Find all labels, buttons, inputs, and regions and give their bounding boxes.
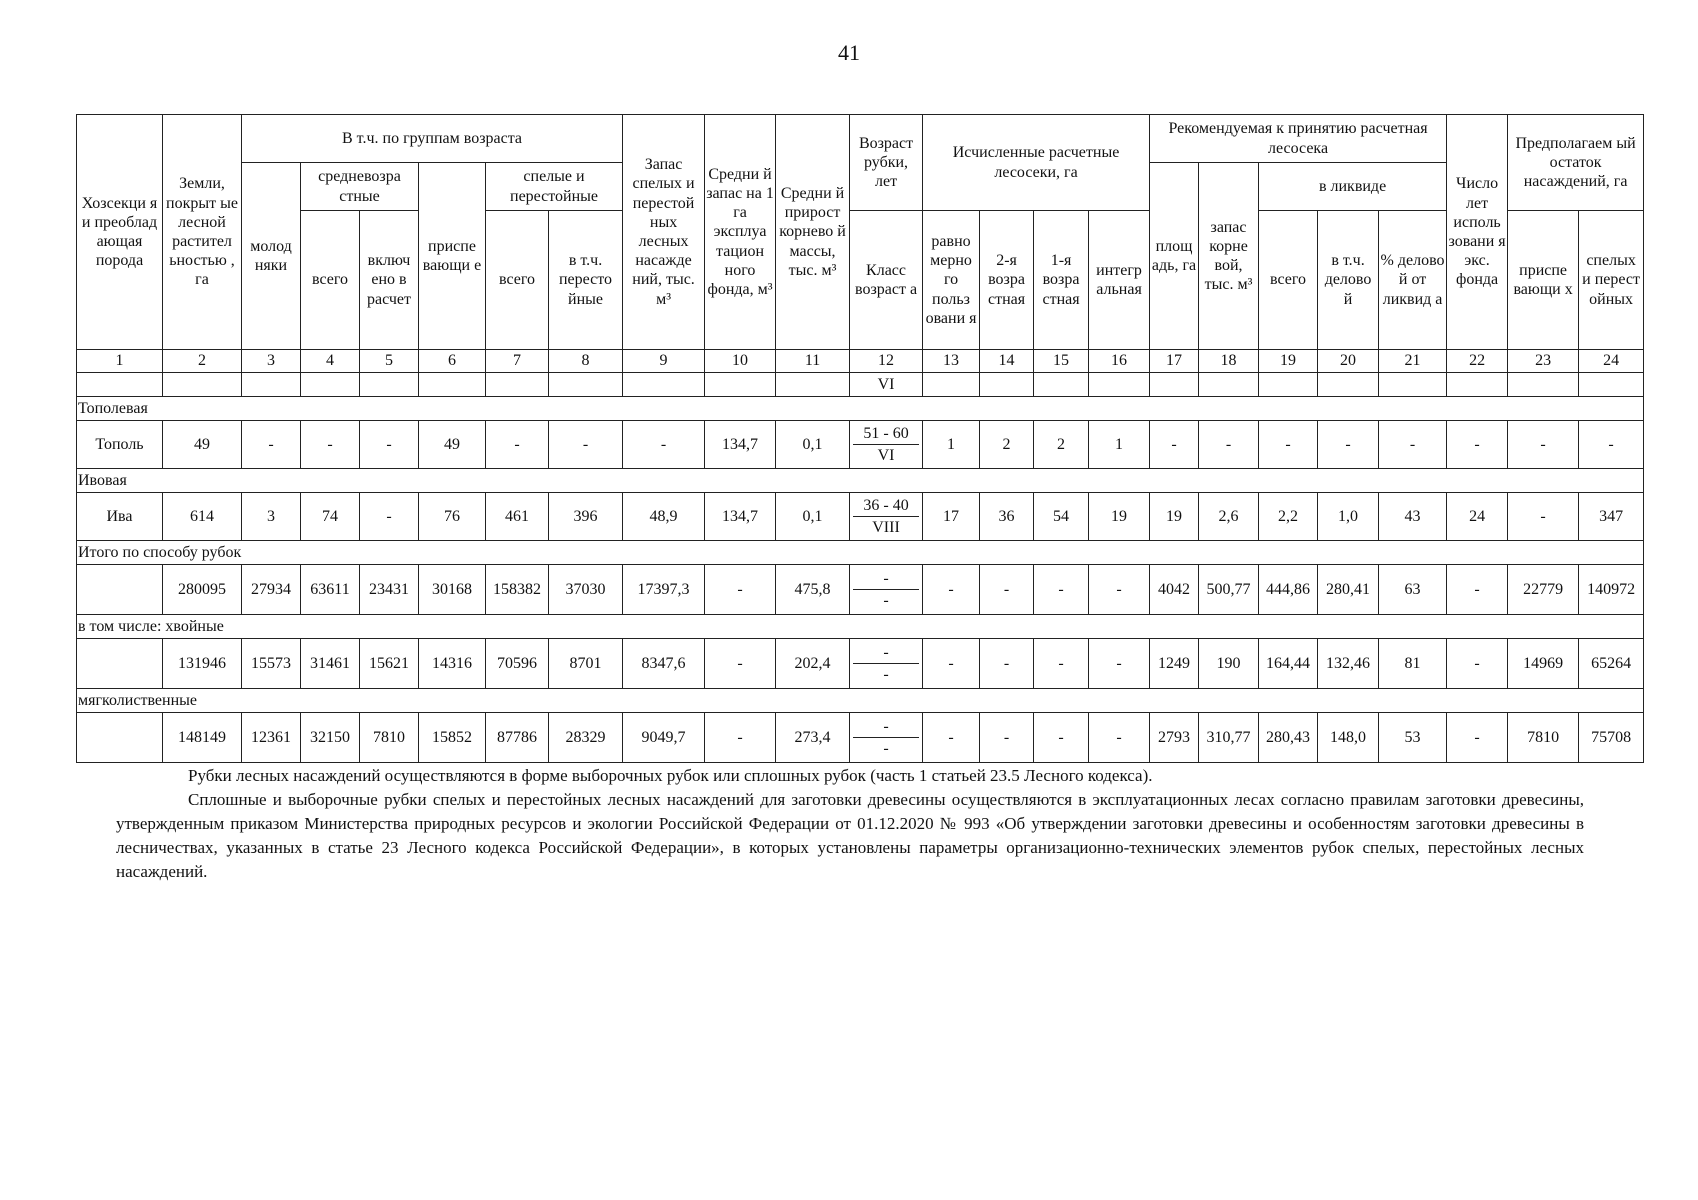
column-number: 2 [163,350,242,373]
cell: 48,9 [623,493,705,541]
cell-age-fraction [850,493,923,541]
cell: 2793 [1150,713,1199,763]
header-business-percent: % делово й от ликвид а [1379,211,1447,350]
cell: 37030 [549,565,623,615]
header-avg-growth: Средни й прирост корнево й массы, тыс. м³ [776,115,850,350]
cell: 1249 [1150,639,1199,689]
cell: - [360,493,419,541]
cell: 134,7 [705,421,776,469]
cell: 43 [1379,493,1447,541]
cell: 27934 [242,565,301,615]
cell: 444,86 [1259,565,1318,615]
cell: - [1579,421,1644,469]
column-number: 11 [776,350,850,373]
cell: 614 [163,493,242,541]
cell [77,639,163,689]
cell: 280095 [163,565,242,615]
cell: 32150 [301,713,360,763]
cell: 140972 [1579,565,1644,615]
header-forested-land: Земли, покрыт ые лесной растител ьностью , га [163,115,242,350]
cell: 74 [301,493,360,541]
column-number: 18 [1199,350,1259,373]
cell: - [360,421,419,469]
table-row [77,565,1644,615]
cell: 36 [980,493,1034,541]
forest-cutting-table [76,114,1644,763]
header-root-stock: запас корне вой, тыс. м³ [1199,163,1259,350]
table-row [77,639,1644,689]
cell: 22779 [1508,565,1579,615]
header-remainder-maturing: приспе вающи х [1508,211,1579,350]
column-number: 20 [1318,350,1379,373]
column-number: 12 [850,350,923,373]
cell: 3 [242,493,301,541]
column-number: 1 [77,350,163,373]
column-number: 17 [1150,350,1199,373]
cell: - [705,639,776,689]
cell [77,713,163,763]
cutting-age-value: - [853,643,919,664]
column-number: 9 [623,350,705,373]
header-liquid-business: в т.ч. делово й [1318,211,1379,350]
cell: 158382 [486,565,549,615]
cell: 2,2 [1259,493,1318,541]
cell: 8701 [549,639,623,689]
cell: 63611 [301,565,360,615]
cell: 202,4 [776,639,850,689]
cutting-age-value: - [853,717,919,738]
column-number: 24 [1579,350,1644,373]
cell: 1,0 [1318,493,1379,541]
cell: - [1447,639,1508,689]
cell: 19 [1150,493,1199,541]
column-number: 3 [242,350,301,373]
table-row [77,421,1644,469]
cell: - [980,565,1034,615]
cell: 310,77 [1199,713,1259,763]
cell: 190 [1199,639,1259,689]
cell: 1 [923,421,980,469]
cell: 9049,7 [623,713,705,763]
cell: - [923,713,980,763]
header-liquid-total: всего [1259,211,1318,350]
cell: 2,6 [1199,493,1259,541]
cell: 273,4 [776,713,850,763]
cell: 8347,6 [623,639,705,689]
cell: 500,77 [1199,565,1259,615]
cell: - [1447,713,1508,763]
cell: - [1447,565,1508,615]
cell: 280,43 [1259,713,1318,763]
table-row [77,713,1644,763]
cell: - [705,713,776,763]
header-mature-stock: Запас спелых и перестой ных лесных насажде ний, тыс. м³ [623,115,705,350]
cell: 87786 [486,713,549,763]
cell: - [923,639,980,689]
cell: 461 [486,493,549,541]
cell: 63 [1379,565,1447,615]
cell: 15573 [242,639,301,689]
cell: 4042 [1150,565,1199,615]
column-number: 6 [419,350,486,373]
cell: 76 [419,493,486,541]
header-mature-overmature: спелые и перестойные [486,163,623,211]
header-mature-total: всего [486,211,549,350]
cell: 75708 [1579,713,1644,763]
cell: - [301,421,360,469]
header-young: молод няки [242,163,301,350]
header-uniform-use: равно мерно го польз овани я [923,211,980,350]
cell: 49 [419,421,486,469]
cell: - [1089,713,1150,763]
column-number: 16 [1089,350,1150,373]
cell: - [1089,565,1150,615]
note-paragraph-2: Сплошные и выборочные рубки спелых и перестойных лесных насаждений для заготовки древесины осуществляются в эксплуатационных лесах согласно правилам заготовки древесины, утвержденным приказом Министерства природных ресурсов и экологии Российской Федерации от 01.12.2020 № 993 «Об утверждении заготовки древесины и особенностям заготовки древесины в лесничествах, указанных в статье 23 Лесного кодекса Российской Федерации», в которых установлены параметры организационно-технических элементов рубок спелых, перестойных лесных насаждений. [116,790,1584,881]
cell: - [980,713,1034,763]
header-integral: интегр альная [1089,211,1150,350]
cell: - [923,565,980,615]
cell: 134,7 [705,493,776,541]
header-area: площ адь, га [1150,163,1199,350]
cell-age-fraction [850,639,923,689]
cell: 31461 [301,639,360,689]
cutting-age-value: 51 - 60 [853,424,919,445]
column-number: 5 [360,350,419,373]
cell-age-fraction [850,421,923,469]
cell: 0,1 [776,421,850,469]
header-age-groups: В т.ч. по группам возраста [242,115,623,163]
cell: 347 [1579,493,1644,541]
cell: 2 [1034,421,1089,469]
blank-row-class: VI [850,373,923,397]
cell: - [623,421,705,469]
cell-age-fraction [850,713,923,763]
header-in-liquid: в ликвиде [1259,163,1447,211]
age-class-value: VIII [872,519,900,536]
cell: - [1508,421,1579,469]
section-total-by-cutting-method: Итого по способу рубок [77,541,1644,565]
cell: 1 [1089,421,1150,469]
cell: 148,0 [1318,713,1379,763]
column-number: 22 [1447,350,1508,373]
note-paragraph-1: Рубки лесных насаждений осуществляются в форме выборочных рубок или сплошных рубок (часть 1 статьей 23.5 Лесного кодекса). [188,766,1153,785]
header-farm-section: Хозсекци я и преоблад ающая порода [77,115,163,350]
page-number: 41 [838,40,860,65]
header-middle-age: средневозра стные [301,163,419,211]
cell: 475,8 [776,565,850,615]
cell [77,565,163,615]
cell: 81 [1379,639,1447,689]
header-recommended-cutting: Рекомендуемая к принятию расчетная лесосека [1150,115,1447,163]
section-poplar: Тополевая [77,397,1644,421]
section-coniferous: в том числе: хвойные [77,615,1644,639]
age-class-value: VI [877,447,895,464]
cell: 17 [923,493,980,541]
cell: 0,1 [776,493,850,541]
cell: 54 [1034,493,1089,541]
cell: - [1447,421,1508,469]
cell: 12361 [242,713,301,763]
cell: - [1379,421,1447,469]
cell: - [980,639,1034,689]
cell: - [549,421,623,469]
cell: - [1318,421,1379,469]
cell: 7810 [1508,713,1579,763]
age-class-value: - [883,592,889,609]
cell: 164,44 [1259,639,1318,689]
header-second-age: 2-я возра стная [980,211,1034,350]
cell: 280,41 [1318,565,1379,615]
cell: - [486,421,549,469]
cell: 24 [1447,493,1508,541]
section-soft-deciduous: мягколиственные [77,689,1644,713]
cell: - [1089,639,1150,689]
cell: 148149 [163,713,242,763]
column-number: 7 [486,350,549,373]
column-number: 10 [705,350,776,373]
header-remainder-mature: спелых и перест ойных [1579,211,1644,350]
cell: 14316 [419,639,486,689]
column-number: 14 [980,350,1034,373]
header-first-age: 1-я возра стная [1034,211,1089,350]
cell: 70596 [486,639,549,689]
age-class-value: - [883,666,889,683]
cell-species: Ива [77,493,163,541]
cell: - [242,421,301,469]
header-overmature: в т.ч. пересто йные [549,211,623,350]
column-numbers-row [77,350,1644,373]
section-willow: Ивовая [77,469,1644,493]
column-number: 15 [1034,350,1089,373]
cell: - [1034,565,1089,615]
cell: 15852 [419,713,486,763]
header-years-of-use: Число лет исполь зовани я экс. фонда [1447,115,1508,350]
cell: 14969 [1508,639,1579,689]
cell: 15621 [360,639,419,689]
cell: 23431 [360,565,419,615]
header-age-class: Класс возраст а [850,211,923,350]
cell: 17397,3 [623,565,705,615]
blank-row [77,373,1644,397]
column-number: 13 [923,350,980,373]
cell: 2 [980,421,1034,469]
cell: - [1508,493,1579,541]
cell: 131946 [163,639,242,689]
header-cutting-age: Возраст рубки, лет [850,115,923,211]
cell: 49 [163,421,242,469]
column-number: 23 [1508,350,1579,373]
header-middle-total: всего [301,211,360,350]
cell-age-fraction [850,565,923,615]
cell: - [1259,421,1318,469]
header-middle-included: включ ено в расчет [360,211,419,350]
cell: - [1034,713,1089,763]
header-avg-stock: Средни й запас на 1 га эксплуа тацион ного фонда, м³ [705,115,776,350]
cell: 7810 [360,713,419,763]
cell: 396 [549,493,623,541]
header-expected-remainder: Предполагаем ый остаток насаждений, га [1508,115,1644,211]
cell: 53 [1379,713,1447,763]
cell: - [1034,639,1089,689]
cell: 19 [1089,493,1150,541]
cell: - [705,565,776,615]
column-number: 4 [301,350,360,373]
table-row [77,493,1644,541]
cell: - [1150,421,1199,469]
cell: 28329 [549,713,623,763]
cell: - [1199,421,1259,469]
cell-species: Тополь [77,421,163,469]
cell: 65264 [1579,639,1644,689]
column-number: 21 [1379,350,1447,373]
cell: 132,46 [1318,639,1379,689]
cutting-age-value: 36 - 40 [853,496,919,517]
age-class-value: - [883,740,889,757]
cell: 30168 [419,565,486,615]
header-maturing: приспе вающи е [419,163,486,350]
header-calculated-cuttings: Исчисленные расчетные лесосеки, га [923,115,1150,211]
cutting-age-value: - [853,569,919,590]
column-number: 8 [549,350,623,373]
notes-block [116,764,1584,884]
column-number: 19 [1259,350,1318,373]
